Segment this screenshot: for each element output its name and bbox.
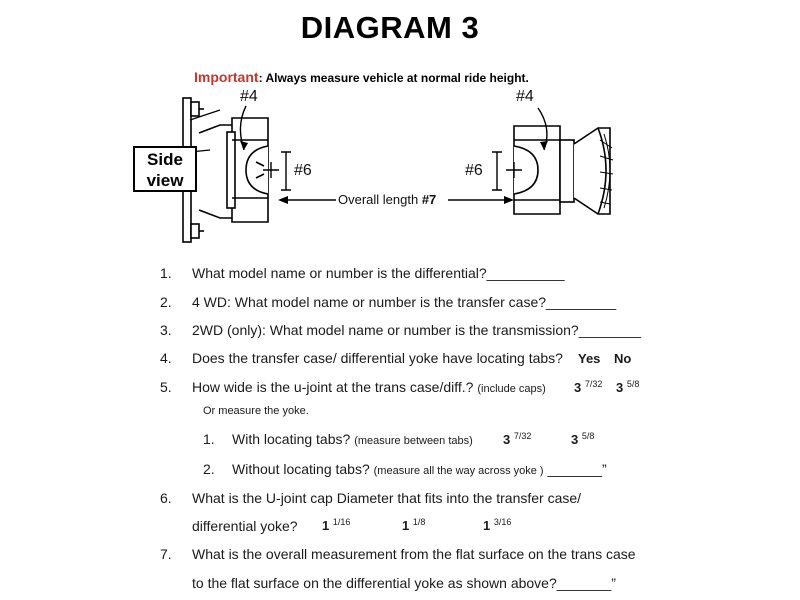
q5a-text-main: With locating tabs? xyxy=(232,431,351,447)
overall-length-ref: #7 xyxy=(421,192,437,207)
q5a-option-b xyxy=(571,431,594,447)
q5-option-b xyxy=(616,379,639,395)
q6-option-b-frac: 1/8 xyxy=(412,517,426,527)
q4-number: 4. xyxy=(160,350,172,366)
q6-option-c-frac: 3/16 xyxy=(493,517,512,527)
q6-number: 6. xyxy=(160,490,172,506)
q5-option-a-frac: 7/32 xyxy=(584,379,603,389)
side-view-label xyxy=(133,146,197,192)
yoke-diagram xyxy=(0,0,800,260)
q5a-option-b-whole: 3 xyxy=(571,432,579,447)
q5a-note: (measure between tabs) xyxy=(354,435,473,447)
q5a-option-a-whole: 3 xyxy=(503,432,511,447)
overall-length-label xyxy=(338,192,436,207)
label-4-left: #4 xyxy=(240,88,258,105)
right-yoke xyxy=(514,126,613,214)
q3-text: 2WD (only): What model name or number is the transmission?________ xyxy=(192,322,641,338)
q6-option-a xyxy=(322,517,350,533)
side-view-line-2: view xyxy=(146,171,184,190)
q6-option-a-frac: 1/16 xyxy=(332,517,351,527)
q5-note: (include caps) xyxy=(477,383,546,395)
q5a-option-a xyxy=(503,431,531,447)
q7-text-continued: to the flat surface on the differential yoke as shown above?_______” xyxy=(192,575,616,591)
q6-option-b xyxy=(402,517,425,533)
q4-option-yes: Yes xyxy=(578,351,601,366)
q5a-text xyxy=(232,431,473,447)
overall-length-text: Overall length xyxy=(338,192,422,207)
q7-text: What is the overall measurement from the flat surface on the trans case xyxy=(192,546,636,562)
q6-option-c-whole: 1 xyxy=(483,518,491,533)
q5b-note: (measure all the way across yoke ) xyxy=(373,465,544,477)
important-label: Important xyxy=(194,69,259,85)
q6-text: What is the U-joint cap Diameter that fits into the transfer case/ xyxy=(192,490,582,506)
q1-number: 1. xyxy=(160,265,172,281)
side-view-line-1: Side xyxy=(147,150,183,169)
q5b-blank: _______” xyxy=(547,461,607,477)
q4-text: Does the transfer case/ differential yoke have locating tabs? xyxy=(192,350,563,366)
q2-text: 4 WD: What model name or number is the transfer case?_________ xyxy=(192,294,617,310)
q5b-text-main: Without locating tabs? xyxy=(232,461,370,477)
q6-option-b-whole: 1 xyxy=(402,518,410,533)
q5a-number: 1. xyxy=(203,431,215,447)
q5-text-main: How wide is the u-joint at the trans case/diff.? xyxy=(192,379,474,395)
label-4-right: #4 xyxy=(516,88,534,105)
q5b-text xyxy=(232,461,607,477)
q5b-number: 2. xyxy=(203,461,215,477)
q5-text xyxy=(192,379,546,395)
q5a-option-b-frac: 5/8 xyxy=(581,431,595,441)
q5-option-a-whole: 3 xyxy=(574,380,582,395)
q5-option-b-frac: 5/8 xyxy=(626,379,640,389)
q6-text-continued: differential yoke? xyxy=(192,518,298,534)
q7-number: 7. xyxy=(160,546,172,562)
label-6-left: #6 xyxy=(294,162,312,179)
q5-number: 5. xyxy=(160,379,172,395)
left-yoke xyxy=(227,118,268,222)
q5-option-a xyxy=(574,379,602,395)
q2-number: 2. xyxy=(160,294,172,310)
q6-option-a-whole: 1 xyxy=(322,518,330,533)
label-6-right: #6 xyxy=(465,162,483,179)
q5-option-b-whole: 3 xyxy=(616,380,624,395)
page-title: DIAGRAM 3 xyxy=(300,10,480,45)
q4-option-no: No xyxy=(614,351,632,366)
q5a-option-a-frac: 7/32 xyxy=(513,431,532,441)
q5-or-measure-note: Or measure the yoke. xyxy=(203,405,309,417)
q3-number: 3. xyxy=(160,322,172,338)
q6-option-c xyxy=(483,517,511,533)
q1-text: What model name or number is the differential?__________ xyxy=(192,265,565,281)
important-text: : Always measure vehicle at normal ride height. xyxy=(258,71,529,85)
